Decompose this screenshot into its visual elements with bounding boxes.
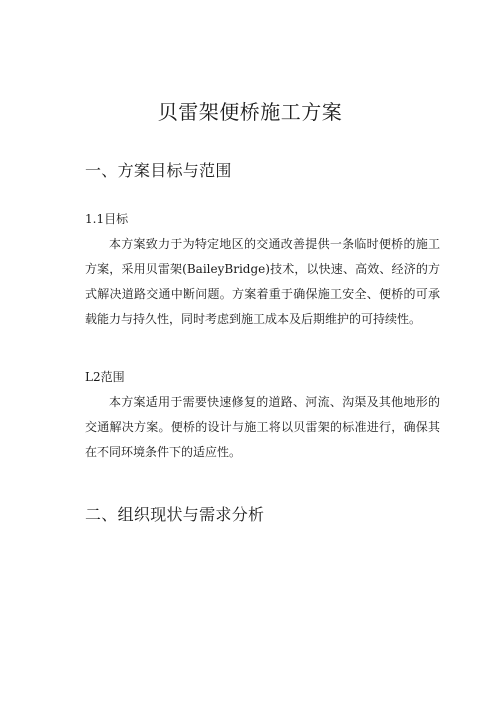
paragraph-scope: 本方案适用于需要快速修复的道路、河流、沟渠及其他地形的交通解决方案。便桥的设计与施工将以贝雷架的标准进行，确保其在不同环境条件下的适应性。 (85, 395, 440, 459)
subsection-heading-1-1: 1.1目标 (85, 212, 129, 226)
section-heading-2: 二、组织现状与需求分析 (85, 505, 265, 524)
document-title: 贝雷架便桥施工方案 (157, 100, 343, 124)
paragraph-goal: 本方案致力于为特定地区的交通改善提供一条临时便桥的施工方案，采用贝雷架(BaileyBridge)技术，以快速、高效、经济的方式解决道路交通中断问题。方案着重于确保施工安全、便桥的可承载能力与持久性，同时考虑到施工成本及后期维护的可持续性。 (85, 237, 440, 326)
section-heading-1: 一、方案目标与范围 (85, 161, 232, 180)
subsection-heading-1-2: L2范围 (85, 370, 125, 384)
